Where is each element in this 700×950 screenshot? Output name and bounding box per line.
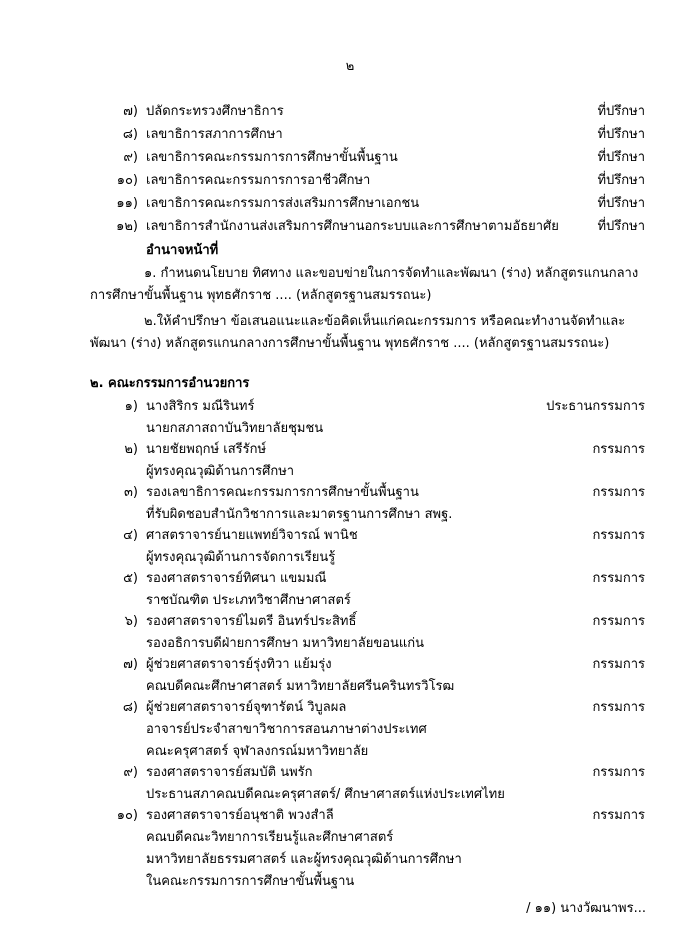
- item-name: เลขาธิการสำนักงานส่งเสริมการศึกษานอกระบบและการศึกษาตามอัธยาศัย: [146, 219, 559, 234]
- member-detail: [0, 590, 700, 612]
- item-role: ที่ปรึกษา: [597, 219, 645, 234]
- table-row: [0, 439, 700, 461]
- table-row: [0, 396, 700, 418]
- item-role: ที่ปรึกษา: [597, 127, 645, 142]
- item-name: ปลัดกระทรวงศึกษาธิการ: [146, 104, 284, 119]
- list-item: [0, 101, 700, 123]
- member-number: ๓): [124, 485, 138, 500]
- member-role: กรรมการ: [592, 571, 645, 586]
- item-number: ๗): [123, 104, 138, 119]
- member-role: กรรมการ: [592, 808, 645, 823]
- member-name: ผู้ช่วยศาสตราจารย์รุ่งทิวา แย้มรุ่ง: [146, 657, 332, 672]
- member-number: ๘): [122, 700, 138, 715]
- member-detail-text: คณะครุศาสตร์ จุฬาลงกรณ์มหาวิทยาลัย: [146, 744, 369, 759]
- member-role: กรรมการ: [592, 657, 645, 672]
- member-role: กรรมการ: [592, 700, 645, 715]
- table-row: [0, 611, 700, 633]
- list-item: [0, 193, 700, 215]
- committee-heading: ๒. คณะกรรมการอำนวยการ: [90, 376, 250, 391]
- member-number: ๑๐): [116, 808, 138, 823]
- member-detail-text: รองอธิการบดีฝ่ายการศึกษา มหาวิทยาลัยขอนแก่น: [146, 636, 425, 651]
- continuation-note: / ๑๑) นางวัฒนาพร...: [526, 901, 646, 916]
- member-name: นางสิริกร มณีรินทร์: [146, 399, 255, 414]
- item-number: ๙): [123, 150, 138, 165]
- member-detail-text: ผู้ทรงคุณวุฒิด้านการจัดการเรียนรู้: [146, 550, 336, 565]
- table-row: [0, 654, 700, 676]
- member-detail: [0, 849, 700, 871]
- member-detail: [0, 719, 700, 741]
- duties-heading: อำนาจหน้าที่: [146, 243, 219, 258]
- list-item: [0, 170, 700, 192]
- member-role: ประธานกรรมการ: [546, 399, 645, 414]
- item-number: ๑๑): [116, 196, 138, 211]
- member-number: ๗): [123, 657, 138, 672]
- member-name: รองเลขาธิการคณะกรรมการการศึกษาขั้นพื้นฐาน: [146, 485, 419, 500]
- member-detail: [0, 827, 700, 849]
- member-name: นายชัยพฤกษ์ เสรีรักษ์: [146, 442, 267, 457]
- item-name: เลขาธิการสภาการศึกษา: [146, 127, 283, 142]
- member-number: ๖): [124, 614, 138, 629]
- member-name: รองศาสตราจารย์สมบัติ นพรัก: [146, 765, 313, 780]
- table-row: [0, 525, 700, 547]
- member-detail: [0, 784, 700, 806]
- duty-item: ๑. กำหนดนโยบาย ทิศทาง และขอบข่ายในการจัดทำและพัฒนา (ร่าง) หลักสูตรแกนกลางการศึกษาขั้นพื้นฐาน พุทธศักราช .... (หลักสูตรฐานสมรรถนะ): [90, 266, 639, 303]
- member-detail: [0, 504, 700, 526]
- member-name: รองศาสตราจารย์อนุชาติ พวงสำลี: [146, 808, 334, 823]
- member-role: กรรมการ: [592, 442, 645, 457]
- table-row: [0, 697, 700, 719]
- member-detail-text: อาจารย์ประจำสาขาวิชาการสอนภาษาต่างประเทศ: [146, 722, 427, 737]
- list-item: [0, 147, 700, 169]
- member-detail-text: คณบดีคณะศึกษาศาสตร์ มหาวิทยาลัยศรีนครินทรวิโรฒ: [146, 679, 455, 694]
- item-name: เลขาธิการคณะกรรมการการศึกษาขั้นพื้นฐาน: [146, 150, 398, 165]
- member-detail: [0, 741, 700, 763]
- member-detail-text: คณบดีคณะวิทยาการเรียนรู้และศึกษาศาสตร์: [146, 830, 394, 845]
- member-role: กรรมการ: [592, 614, 645, 629]
- member-detail: [0, 547, 700, 569]
- table-row: [0, 805, 700, 827]
- member-role: กรรมการ: [592, 528, 645, 543]
- member-detail: [0, 633, 700, 655]
- member-number: ๑): [124, 399, 138, 414]
- list-item: [0, 124, 700, 146]
- member-role: กรรมการ: [592, 485, 645, 500]
- member-detail-text: ในคณะกรรมการการศึกษาขั้นพื้นฐาน: [146, 874, 355, 889]
- member-role: กรรมการ: [592, 765, 645, 780]
- item-name: เลขาธิการคณะกรรมการส่งเสริมการศึกษาเอกชน: [146, 196, 420, 211]
- member-number: ๔): [123, 528, 138, 543]
- member-detail-text: ผู้ทรงคุณวุฒิด้านการศึกษา: [146, 464, 295, 479]
- member-name: รองศาสตราจารย์ทิศนา แขมมณี: [146, 571, 327, 586]
- member-detail-text: ที่รับผิดชอบสำนักวิชาการและมาตรฐานการศึกษา สพฐ.: [146, 507, 453, 522]
- item-number: ๘): [122, 127, 138, 142]
- table-row: [0, 568, 700, 590]
- item-number: ๑๒): [116, 219, 138, 234]
- member-detail-text: มหาวิทยาลัยธรรมศาสตร์ และผู้ทรงคุณวุฒิด้านการศึกษา: [146, 852, 462, 867]
- member-detail-text: นายกสภาสถาบันวิทยาลัยชุมชน: [146, 421, 324, 436]
- page-number: ๒: [345, 59, 355, 74]
- table-row: [0, 482, 700, 504]
- member-detail: [0, 418, 700, 440]
- member-number: ๕): [123, 571, 138, 586]
- member-detail: [0, 461, 700, 483]
- duties-paragraphs: [90, 263, 650, 355]
- item-number: ๑๐): [116, 173, 138, 188]
- member-number: ๒): [124, 442, 138, 457]
- member-name: รองศาสตราจารย์ไมตรี อินทร์ประสิทธิ์: [146, 614, 357, 629]
- item-role: ที่ปรึกษา: [597, 196, 645, 211]
- member-detail: [0, 676, 700, 698]
- item-role: ที่ปรึกษา: [597, 173, 645, 188]
- member-detail: [0, 871, 700, 893]
- member-detail-text: ราชบัณฑิต ประเภทวิชาศึกษาศาสตร์: [146, 593, 351, 608]
- member-name: ผู้ช่วยศาสตราจารย์จุฑารัตน์ วิบูลผล: [146, 700, 347, 715]
- item-role: ที่ปรึกษา: [597, 150, 645, 165]
- duty-item: ๒.ให้คำปรึกษา ข้อเสนอแนะและข้อคิดเห็นแก่คณะกรรมการ หรือคณะทำงานจัดทำและพัฒนา (ร่าง) หลักสูตรแกนกลางการศึกษาขั้นพื้นฐาน พุทธศักราช .... (หลักสูตรฐานสมรรถนะ): [90, 314, 626, 351]
- member-detail-text: ประธานสภาคณบดีคณะครุศาสตร์/ ศึกษาศาสตร์แห่งประเทศไทย: [146, 787, 505, 802]
- member-number: ๙): [123, 765, 138, 780]
- item-name: เลขาธิการคณะกรรมการการอาชีวศึกษา: [146, 173, 371, 188]
- item-role: ที่ปรึกษา: [597, 104, 645, 119]
- member-name: ศาสตราจารย์นายแพทย์วิจารณ์ พานิช: [146, 528, 358, 543]
- list-item: [0, 216, 700, 238]
- table-row: [0, 762, 700, 784]
